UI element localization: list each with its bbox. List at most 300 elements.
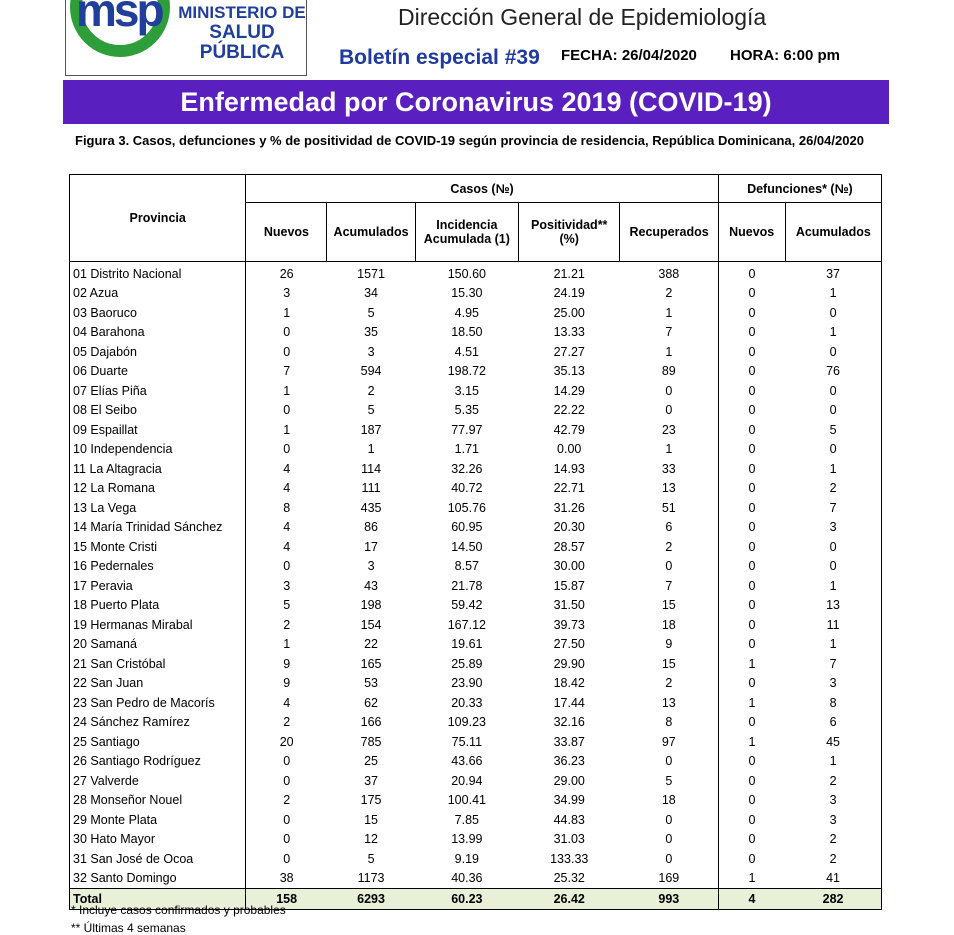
header-provincia: Provincia [70, 175, 246, 262]
total-cell: 993 [620, 889, 718, 910]
cell-provincia: 14 María Trinidad Sánchez [73, 520, 223, 535]
cell-incidencia: 5.35 [454, 403, 480, 418]
subheader-incidencia: Incidencia Acumulada (1) [415, 203, 518, 262]
cell-provincia: 06 Duarte [73, 364, 128, 379]
cell-acumulados: 62 [364, 695, 379, 710]
table-row [70, 401, 882, 421]
cell-acumulados: 2 [367, 383, 375, 398]
cell-positividad: 29.90 [553, 656, 585, 671]
cell-provincia: 13 La Vega [73, 500, 137, 515]
cell-def-acumulados: 0 [829, 559, 837, 574]
cell-provincia: 09 Espaillat [73, 422, 138, 437]
table-row [70, 576, 882, 596]
cell-acumulados: 154 [360, 617, 382, 632]
cell-def-nuevos: 0 [718, 810, 785, 830]
cell-positividad: 27.50 [553, 637, 585, 652]
cell-def-acumulados: 0 [829, 442, 837, 457]
cell-provincia: 16 Pedernales [73, 559, 154, 574]
total-cell: 4 [718, 889, 785, 910]
bulletin-time: HORA: 6:00 pm [730, 47, 841, 64]
cell-acumulados: 86 [364, 520, 379, 535]
cell-def-acumulados: 2 [829, 773, 837, 788]
cell-provincia: 26 Santiago Rodríguez [73, 754, 201, 769]
cell-def-nuevos: 1 [718, 869, 785, 889]
covid-province-table [69, 174, 882, 910]
cell-nuevos: 1 [246, 635, 327, 655]
cell-incidencia: 1.71 [454, 442, 480, 457]
table-row [70, 752, 882, 772]
table-row [70, 693, 882, 713]
cell-def-nuevos: 0 [718, 362, 785, 382]
cell-provincia: 08 El Seibo [73, 403, 137, 418]
table-row [70, 849, 882, 869]
cell-incidencia: 7.85 [454, 812, 480, 827]
cell-acumulados: 5 [367, 305, 375, 320]
cell-positividad: 15.87 [553, 578, 585, 593]
cell-provincia: 30 Hato Mayor [73, 832, 155, 847]
cell-nuevos: 0 [246, 557, 327, 577]
cell-nuevos: 7 [246, 362, 327, 382]
cell-incidencia: 14.50 [451, 539, 483, 554]
cell-incidencia: 18.50 [451, 325, 483, 340]
cell-nuevos: 1 [246, 381, 327, 401]
cell-incidencia: 32.26 [451, 461, 483, 476]
footnote-1: * Incluye casos confirmados y probables [71, 903, 286, 917]
cell-positividad: 14.29 [553, 383, 585, 398]
cell-incidencia: 77.97 [451, 422, 483, 437]
cell-positividad: 25.00 [553, 305, 585, 320]
cell-acumulados: 1571 [357, 266, 385, 281]
cell-acumulados: 1173 [357, 871, 385, 886]
cell-def-nuevos: 0 [718, 752, 785, 772]
cell-incidencia: 75.11 [451, 734, 483, 749]
cell-nuevos: 4 [246, 479, 327, 499]
table-row [70, 479, 882, 499]
subheader-def-nuevos: Nuevos [718, 203, 785, 262]
cell-positividad: 25.32 [553, 871, 585, 886]
cell-def-nuevos: 0 [718, 791, 785, 811]
table-row [70, 771, 882, 791]
cell-nuevos: 3 [246, 576, 327, 596]
cell-def-acumulados: 11 [826, 617, 840, 632]
cell-positividad: 29.00 [553, 773, 585, 788]
header-casos: Casos (№) [246, 175, 718, 203]
table-row [70, 869, 882, 889]
cell-provincia: 23 San Pedro de Macorís [73, 695, 215, 710]
cell-def-nuevos: 0 [718, 615, 785, 635]
cell-nuevos: 4 [246, 693, 327, 713]
bulletin-date: FECHA: 26/04/2020 [561, 47, 697, 64]
cell-acumulados: 1 [367, 442, 375, 457]
cell-incidencia: 20.33 [451, 695, 483, 710]
cell-nuevos: 38 [246, 869, 327, 889]
cell-def-acumulados: 1 [829, 325, 837, 340]
total-label: Total [70, 889, 246, 910]
cell-def-acumulados: 2 [829, 832, 837, 847]
cell-positividad: 24.19 [553, 286, 585, 301]
cell-provincia: 01 Distrito Nacional [73, 266, 182, 281]
cell-provincia: 17 Peravia [73, 578, 133, 593]
cell-incidencia: 40.36 [451, 871, 483, 886]
cell-acumulados: 594 [360, 364, 382, 379]
subheader-positividad: Positividad** (%) [519, 203, 620, 262]
table-row [70, 323, 882, 343]
total-cell: 26.42 [519, 889, 620, 910]
cell-positividad: 30.00 [553, 559, 585, 574]
cell-acumulados: 53 [364, 676, 379, 691]
cell-nuevos: 4 [246, 459, 327, 479]
cell-positividad: 18.42 [553, 676, 585, 691]
cell-def-nuevos: 0 [718, 342, 785, 362]
cell-acumulados: 15 [364, 812, 379, 827]
table-row [70, 459, 882, 479]
cell-acumulados: 187 [360, 422, 382, 437]
total-cell: 282 [785, 889, 881, 910]
cell-provincia: 03 Baoruco [73, 305, 137, 320]
cell-nuevos: 0 [246, 440, 327, 460]
cell-nuevos: 2 [246, 713, 327, 733]
cell-incidencia: 60.95 [451, 520, 483, 535]
table-row [70, 420, 882, 440]
cell-positividad: 31.03 [553, 832, 585, 847]
cell-def-nuevos: 0 [718, 830, 785, 850]
cell-recuperados: 1 [665, 305, 673, 320]
cell-nuevos: 5 [246, 596, 327, 616]
subheader-recuperados: Recuperados [620, 203, 718, 262]
table-row [70, 615, 882, 635]
cell-nuevos: 0 [246, 401, 327, 421]
cell-def-nuevos: 0 [718, 303, 785, 323]
cell-positividad: 44.83 [553, 812, 585, 827]
cell-recuperados: 388 [658, 266, 680, 281]
cell-recuperados: 33 [661, 461, 676, 476]
cell-acumulados: 435 [360, 500, 382, 515]
cell-def-nuevos: 0 [718, 262, 785, 284]
cell-provincia: 11 La Altagracia [73, 461, 162, 476]
cell-def-acumulados: 3 [829, 676, 837, 691]
cell-positividad: 0.00 [557, 442, 582, 457]
cell-positividad: 20.30 [553, 520, 585, 535]
cell-provincia: 07 Elías Piña [73, 383, 147, 398]
cell-recuperados: 2 [665, 676, 673, 691]
cell-acumulados: 17 [364, 539, 379, 554]
cell-def-nuevos: 0 [718, 518, 785, 538]
cell-recuperados: 18 [661, 617, 676, 632]
cell-acumulados: 35 [364, 325, 379, 340]
logo-letters: msp [76, 0, 162, 36]
cell-provincia: 10 Independencia [73, 442, 173, 457]
cell-nuevos: 9 [246, 654, 327, 674]
cell-incidencia: 13.99 [451, 832, 483, 847]
cell-def-nuevos: 0 [718, 498, 785, 518]
cell-recuperados: 0 [665, 812, 673, 827]
cell-provincia: 05 Dajabón [73, 344, 137, 359]
footnote-2: ** Últimas 4 semanas [71, 921, 186, 935]
cell-incidencia: 59.42 [451, 598, 483, 613]
cell-nuevos: 4 [246, 518, 327, 538]
cell-provincia: 31 San José de Ocoa [73, 851, 194, 866]
cell-recuperados: 0 [665, 559, 673, 574]
cell-positividad: 34.99 [553, 793, 585, 808]
cell-provincia: 18 Puerto Plata [73, 598, 160, 613]
cell-provincia: 29 Monte Plata [73, 812, 158, 827]
cell-def-nuevos: 0 [718, 635, 785, 655]
cell-nuevos: 20 [246, 732, 327, 752]
cell-def-nuevos: 0 [718, 401, 785, 421]
cell-acumulados: 5 [367, 403, 375, 418]
cell-recuperados: 169 [658, 871, 680, 886]
cell-acumulados: 114 [361, 461, 382, 476]
cell-def-nuevos: 0 [718, 557, 785, 577]
cell-def-acumulados: 3 [829, 520, 837, 535]
cell-def-acumulados: 1 [829, 754, 837, 769]
cell-positividad: 21.21 [553, 266, 585, 281]
table-row [70, 518, 882, 538]
cell-def-acumulados: 37 [826, 266, 841, 281]
cell-recuperados: 89 [661, 364, 676, 379]
cell-def-acumulados: 0 [829, 344, 837, 359]
table-row [70, 440, 882, 460]
cell-provincia: 27 Valverde [73, 773, 139, 788]
cell-incidencia: 4.51 [454, 344, 480, 359]
cell-recuperados: 23 [661, 422, 676, 437]
table-row [70, 381, 882, 401]
cell-acumulados: 3 [367, 559, 375, 574]
cell-def-acumulados: 5 [829, 422, 837, 437]
cell-nuevos: 26 [246, 262, 327, 284]
cell-def-acumulados: 1 [829, 637, 837, 652]
cell-provincia: 19 Hermanas Mirabal [73, 617, 193, 632]
cell-incidencia: 105.76 [447, 500, 486, 515]
cell-incidencia: 25.89 [451, 656, 483, 671]
table-row [70, 557, 882, 577]
cell-provincia: 22 San Juan [73, 676, 144, 691]
cell-def-nuevos: 0 [718, 576, 785, 596]
cell-def-acumulados: 1 [829, 578, 837, 593]
cell-recuperados: 15 [661, 598, 676, 613]
logo-line-1: MINISTERIO DE [178, 3, 306, 22]
cell-recuperados: 8 [665, 715, 673, 730]
cell-def-nuevos: 1 [718, 732, 785, 752]
cell-def-acumulados: 41 [826, 871, 841, 886]
cell-positividad: 31.50 [553, 598, 585, 613]
cell-incidencia: 43.66 [451, 754, 483, 769]
cell-recuperados: 13 [661, 695, 676, 710]
cell-positividad: 13.33 [553, 325, 585, 340]
cell-incidencia: 3.15 [454, 383, 480, 398]
cell-incidencia: 100.41 [447, 793, 486, 808]
cell-def-acumulados: 0 [829, 539, 837, 554]
cell-incidencia: 167.12 [447, 617, 486, 632]
cell-recuperados: 97 [661, 734, 676, 749]
cell-def-nuevos: 0 [718, 420, 785, 440]
cell-def-acumulados: 7 [829, 656, 837, 671]
cell-def-acumulados: 6 [829, 715, 837, 730]
total-cell: 6293 [327, 889, 415, 910]
cell-positividad: 39.73 [553, 617, 585, 632]
cell-def-nuevos: 0 [718, 323, 785, 343]
cell-provincia: 21 San Cristóbal [73, 656, 166, 671]
cell-def-acumulados: 3 [829, 793, 837, 808]
cell-incidencia: 4.95 [454, 305, 480, 320]
cell-positividad: 33.87 [553, 734, 585, 749]
cell-positividad: 32.16 [553, 715, 585, 730]
cell-recuperados: 7 [665, 325, 673, 340]
cell-positividad: 22.71 [553, 481, 585, 496]
cell-recuperados: 2 [665, 286, 673, 301]
table-row [70, 498, 882, 518]
cell-positividad: 133.33 [550, 851, 589, 866]
table-row [70, 732, 882, 752]
cell-acumulados: 3 [367, 344, 375, 359]
table-row [70, 791, 882, 811]
table-row [70, 810, 882, 830]
cell-def-nuevos: 0 [718, 596, 785, 616]
cell-def-acumulados: 8 [829, 695, 837, 710]
table-row [70, 654, 882, 674]
bulletin-title: Boletín especial #39 [339, 46, 540, 69]
cell-recuperados: 18 [661, 793, 676, 808]
cell-provincia: 32 Santo Domingo [73, 871, 177, 886]
table-row [70, 362, 882, 382]
cell-def-nuevos: 1 [718, 693, 785, 713]
logo-line-2: SALUD PÚBLICA [199, 22, 285, 63]
cell-nuevos: 2 [246, 615, 327, 635]
cell-nuevos: 1 [246, 420, 327, 440]
cell-incidencia: 109.23 [447, 715, 486, 730]
cell-incidencia: 21.78 [451, 578, 483, 593]
cell-def-nuevos: 0 [718, 771, 785, 791]
cell-recuperados: 0 [665, 403, 673, 418]
table-row [70, 342, 882, 362]
cell-provincia: 15 Monte Cristi [73, 539, 158, 554]
cell-recuperados: 9 [665, 637, 673, 652]
table-row [70, 262, 882, 284]
cell-def-acumulados: 0 [829, 403, 837, 418]
cell-recuperados: 1 [665, 442, 673, 457]
cell-recuperados: 5 [665, 773, 673, 788]
cell-incidencia: 15.30 [451, 286, 483, 301]
subheader-nuevos: Nuevos [246, 203, 327, 262]
total-cell: 60.23 [415, 889, 518, 910]
ministry-logo [65, 0, 307, 76]
cell-recuperados: 1 [665, 344, 673, 359]
cell-acumulados: 785 [360, 734, 382, 749]
cell-acumulados: 34 [364, 286, 379, 301]
cell-positividad: 42.79 [553, 422, 585, 437]
cell-acumulados: 165 [360, 656, 382, 671]
cell-acumulados: 12 [364, 832, 379, 847]
cell-recuperados: 6 [665, 520, 673, 535]
cell-recuperados: 2 [665, 539, 673, 554]
cell-def-acumulados: 1 [829, 461, 837, 476]
cell-incidencia: 150.60 [447, 266, 486, 281]
cell-def-acumulados: 1 [829, 286, 837, 301]
cell-def-acumulados: 13 [826, 598, 841, 613]
cell-acumulados: 111 [361, 481, 381, 496]
cell-provincia: 02 Azua [73, 286, 119, 301]
table-row [70, 830, 882, 850]
cell-def-nuevos: 1 [718, 654, 785, 674]
cell-def-nuevos: 0 [718, 537, 785, 557]
subheader-def-acumulados: Acumulados [785, 203, 881, 262]
cell-acumulados: 25 [364, 754, 379, 769]
cell-nuevos: 0 [246, 342, 327, 362]
cell-nuevos: 0 [246, 771, 327, 791]
cell-def-nuevos: 0 [718, 849, 785, 869]
cell-incidencia: 8.57 [454, 559, 480, 574]
cell-acumulados: 198 [360, 598, 382, 613]
cell-positividad: 27.27 [553, 344, 585, 359]
cell-provincia: 25 Santiago [73, 734, 140, 749]
cell-def-nuevos: 0 [718, 440, 785, 460]
cell-provincia: 20 Samaná [73, 637, 137, 652]
cell-nuevos: 0 [246, 752, 327, 772]
cell-def-acumulados: 45 [826, 734, 841, 749]
disease-banner: Enfermedad por Coronavirus 2019 (COVID-19) [63, 80, 889, 124]
cell-def-nuevos: 0 [718, 713, 785, 733]
cell-provincia: 28 Monseñor Nouel [73, 793, 183, 808]
cell-recuperados: 7 [665, 578, 673, 593]
cell-acumulados: 5 [367, 851, 375, 866]
cell-recuperados: 0 [665, 832, 673, 847]
cell-nuevos: 0 [246, 810, 327, 830]
cell-recuperados: 13 [661, 481, 676, 496]
cell-nuevos: 3 [246, 284, 327, 304]
cell-incidencia: 20.94 [451, 773, 483, 788]
cell-def-nuevos: 0 [718, 381, 785, 401]
cell-incidencia: 40.72 [451, 481, 483, 496]
cell-positividad: 14.93 [553, 461, 585, 476]
cell-acumulados: 166 [360, 715, 382, 730]
cell-def-nuevos: 0 [718, 674, 785, 694]
subheader-acumulados: Acumulados [327, 203, 415, 262]
cell-nuevos: 4 [246, 537, 327, 557]
cell-def-nuevos: 0 [718, 459, 785, 479]
table-row [70, 674, 882, 694]
cell-def-acumulados: 2 [829, 851, 837, 866]
cell-recuperados: 0 [665, 851, 673, 866]
cell-acumulados: 175 [360, 793, 382, 808]
cell-nuevos: 8 [246, 498, 327, 518]
cell-acumulados: 37 [364, 773, 379, 788]
cell-recuperados: 0 [665, 383, 673, 398]
cell-nuevos: 0 [246, 849, 327, 869]
cell-incidencia: 198.72 [447, 364, 486, 379]
table-row [70, 713, 882, 733]
total-cell: 158 [246, 889, 327, 910]
cell-def-acumulados: 0 [829, 383, 837, 398]
cell-provincia: 24 Sánchez Ramírez [73, 715, 190, 730]
table-row [70, 635, 882, 655]
table-row [70, 596, 882, 616]
cell-positividad: 22.22 [553, 403, 585, 418]
cell-recuperados: 51 [661, 500, 676, 515]
cell-incidencia: 23.90 [451, 676, 483, 691]
figure-caption: Figura 3. Casos, defunciones y % de positividad de COVID-19 según provincia de residencia, República Dominicana, 26/04/2020 [75, 133, 864, 148]
cell-def-acumulados: 3 [829, 812, 837, 827]
cell-nuevos: 0 [246, 830, 327, 850]
cell-def-acumulados: 2 [829, 481, 837, 496]
cell-incidencia: 9.19 [454, 851, 480, 866]
cell-positividad: 17.44 [553, 695, 585, 710]
department-title: Dirección General de Epidemiología [398, 4, 767, 30]
cell-positividad: 35.13 [553, 364, 585, 379]
cell-nuevos: 2 [246, 791, 327, 811]
cell-provincia: 12 La Romana [73, 481, 156, 496]
cell-nuevos: 1 [246, 303, 327, 323]
cell-def-nuevos: 0 [718, 284, 785, 304]
